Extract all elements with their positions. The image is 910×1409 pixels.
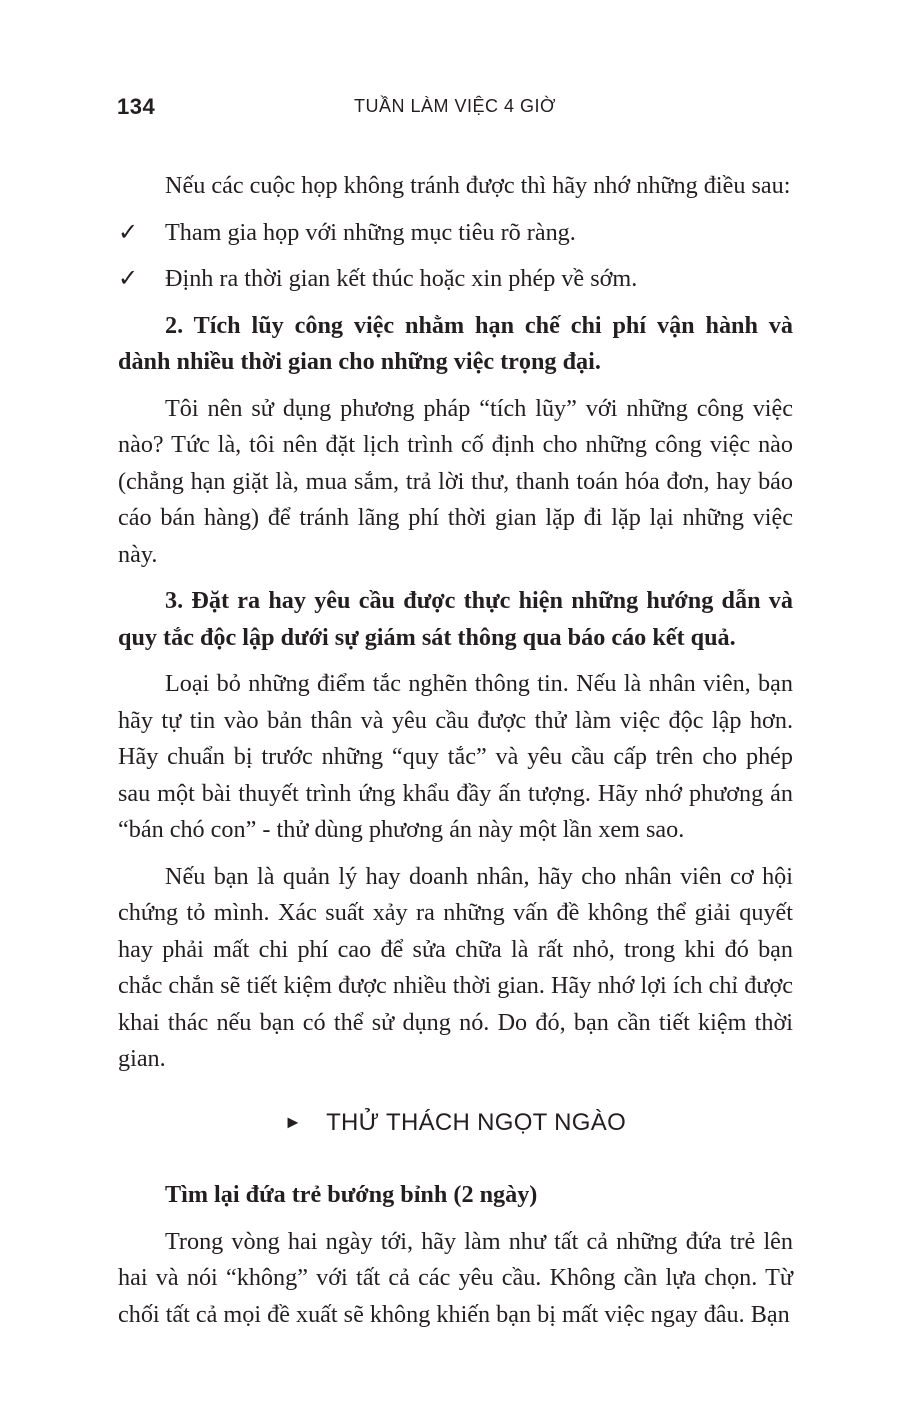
paragraph-3b: Nếu bạn là quản lý hay doanh nhân, hãy cho nhân viên cơ hội chứng tỏ mình. Xác suất xảy ra những vấn đề không thể giải quyết hay phải mất chi phí cao để sửa chữa là rất nhỏ, trong khi đó bạn chắc chắn sẽ tiết kiệm được nhiều thời gian. Hãy nhớ lợi ích chỉ được khai thác nếu bạn có thể sử dụng nó. Do đó, bạn cần tiết kiệm thời gian.	[118, 862, 793, 1072]
checklist-item	[118, 261, 793, 298]
paragraph-2: Tôi nên sử dụng phương pháp “tích lũy” với những công việc nào? Tức là, tôi nên đặt lịch trình cố định cho những công việc nào (chẳng hạn giặt là, mua sắm, trả lời thư, thanh toán hóa đơn, hay báo cáo bán hàng) để tránh lãng phí thời gian lặp đi lặp lại những việc này.	[118, 394, 793, 568]
challenge-title: Tìm lại đứa trẻ bướng bỉnh (2 ngày)	[165, 1181, 538, 1208]
triangle-bullet-icon: ►	[283, 1112, 303, 1132]
page-number: 134	[117, 94, 156, 119]
section-title	[0, 1109, 910, 1137]
challenge-paragraph: Trong vòng hai ngày tới, hãy làm như tất cả những đứa trẻ lên hai và nói “không” với tất cả các yêu cầu. Không cần lựa chọn. Từ chối tất cả mọi đề xuất sẽ không khiến bạn bị mất việc ngay đâu. Bạn	[118, 1227, 793, 1328]
checkmark-icon: ✓	[118, 217, 139, 246]
section-title-text: THỬ THÁCH NGỌT NGÀO	[326, 1109, 627, 1136]
intro-paragraph: Nếu các cuộc họp không tránh được thì hãy nhớ những điều sau:	[165, 172, 791, 199]
heading-2: 2. Tích lũy công việc nhằm hạn chế chi phí vận hành và dành nhiều thời gian cho những việc trọng đại.	[118, 311, 793, 375]
paragraph-3a: Loại bỏ những điểm tắc nghẽn thông tin. Nếu là nhân viên, bạn hãy tự tin vào bản thân và yêu cầu được thử làm việc độc lập hơn. Hãy chuẩn bị trước những “quy tắc” và yêu cầu cấp trên cho phép sau một bài thuyết trình ứng khẩu đầy ấn tượng. Hãy nhớ phương án “bán chó con” - thử dùng phương án này một lần xem sao.	[118, 670, 793, 843]
checklist-item-text: Tham gia họp với những mục tiêu rõ ràng.	[165, 218, 576, 246]
challenge-body	[118, 1177, 793, 1333]
checklist-item	[118, 215, 793, 252]
running-header: TUẦN LÀM VIỆC 4 GIỜ	[354, 96, 556, 116]
checkmark-icon: ✓	[118, 264, 139, 292]
heading-3: 3. Đặt ra hay yêu cầu được thực hiện những hướng dẫn và quy tắc độc lập dưới sự giám sát thông qua báo cáo kết quả.	[118, 587, 793, 651]
page-body	[118, 168, 793, 1078]
checklist-item-text: Định ra thời gian kết thúc hoặc xin phép về sớm.	[165, 265, 638, 292]
